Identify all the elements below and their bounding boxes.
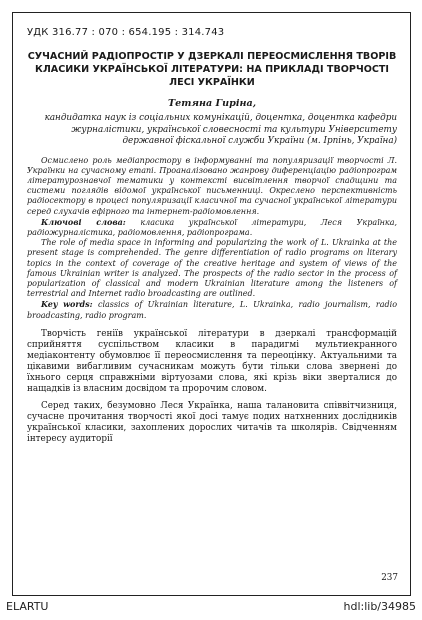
abstract-ukrainian xyxy=(27,156,397,321)
keywords-en-text: classics of Ukrainian literature, L. Ukrainka, radio journalism, radio broadcasting, radio program. xyxy=(27,300,398,320)
document-page xyxy=(12,12,411,596)
article-body xyxy=(27,329,397,445)
footer-repository-name: ELARTU xyxy=(6,600,49,613)
footer-bar xyxy=(0,596,422,620)
keywords-ua xyxy=(27,217,397,238)
footer-handle-link[interactable]: hdl:lib/34985 xyxy=(343,600,416,613)
article-title: СУЧАСНИЙ РАДІОПРОСТІР У ДЗЕРКАЛІ ПЕРЕОСМИСЛЕННЯ ТВОРІВ КЛАСИКИ УКРАЇНСЬКОЇ ЛІТЕРАТУРИ: НА ПРИКЛАДІ ТВОРЧОСТІ ЛЕСІ УКРАЇНКИ xyxy=(27,51,397,88)
page-content xyxy=(27,27,397,451)
keywords-en-label: Key words: xyxy=(41,299,93,310)
page-number: 237 xyxy=(381,573,398,583)
abstract-ua-text: Осмислено роль медіапростору в інформуванні та популяризації творчості Л. Українки на сучасному етапі. Проаналізовано жанрову диференціацію радіопрограм літературознавчої тематики у контексті висвітлення творчої спадщини та системи поглядів відомої української письменниці. Окреслено перспективність радіосектору в процесі популяризації класичної та сучасної української літератури серед слухачів ефірного та інтернет-радіомовлення. xyxy=(27,155,397,216)
author-name: Тетяна Гиріна, xyxy=(167,98,257,109)
body-paragraph-1: Творчість геніїв української літератури в дзеркалі трансформацій сприйняття суспільством класики в парадигмі мультиекранного медіаконтенту обумовлює її переосмислення та переоцінку. Актуальними та цікавими вибагливим сучасникам можуть бути тільки слова звернені до їхнього серця справжніми віртуозами слова, які крізь віки зверталися до нащадків із власним досвідом та пророчим словом. xyxy=(27,328,397,394)
abstract-en-text: The role of media space in informing and popularizing the work of L. Ukrainka at the present stage is comprehended. The genre differentiation of radio programs on literary topics in the context of coverage of the creative heritage and system of views of the famous Ukrainian writer is analyzed. The prospects of the radio sector in the process of popularization of classical and modern Ukrainian literature among the listeners of terrestrial and Internet radio broadcasting are outlined. xyxy=(27,238,397,299)
keywords-ua-text: класика української літератури, Леся Українка, радіожурналістика, радіомовлення, радіопрограма. xyxy=(27,217,398,237)
keywords-ua-label: Ключові слова: xyxy=(41,216,126,227)
udc-code: УДК 316.77 : 070 : 654.195 : 314.743 xyxy=(27,27,225,38)
author-affiliation: кандидатка наук із соціальних комунікацій, доцентка, доцентка кафедри журналістики, української словесності та культури Університету державної фіскальної служби України (м. Ірпінь, Україна) xyxy=(44,113,397,146)
body-paragraph-2: Серед таких, безумовно Леся Українка, наша талановита співвітчизниця, сучасне прочитання творчості якої досі тамує подих натхненних дослідників української класики, захоплених дорослих читачів та школярів. Свідченням інтересу аудиторії xyxy=(27,400,397,444)
keywords-en xyxy=(27,299,397,320)
